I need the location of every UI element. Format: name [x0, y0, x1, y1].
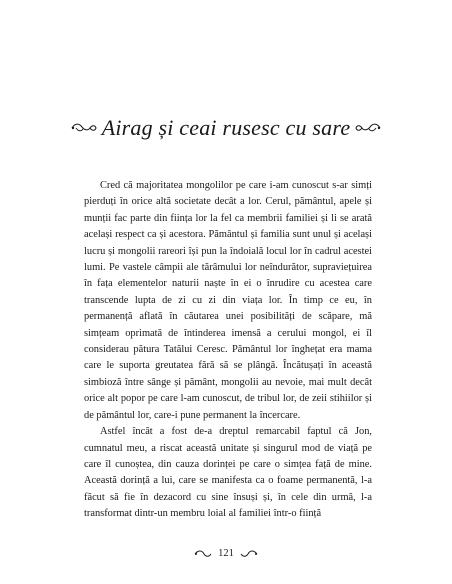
chapter-body	[84, 178, 372, 523]
chapter-title: Airag și ceai rusesc cu sare	[101, 115, 351, 140]
page-number: 121	[218, 548, 234, 559]
left-fleuron-icon	[70, 122, 98, 134]
right-fleuron-icon	[354, 122, 382, 134]
page-footer	[0, 548, 452, 559]
chapter-heading	[0, 115, 452, 141]
right-folio-ornament-icon	[240, 550, 258, 558]
paragraph: Cred că majoritatea mongolilor pe care i-am cunoscut s-ar simți pierduți în orice altă societate decât a lor. Cerul, pământul, apele și munții fac parte din ființa lor la fel ca membrii familiei și li se arată același respect ca și acestora. Pământul și familia sunt unul și același lucru și mongolii rareori își pun la îndoială locul lor în cadrul acestei lumi. Pe vastele câmpii ale tărâmului lor neîndurător, supraviețuirea în fața elementelor naturii naște în ei o înrudire cu acestea care transcende lupta de zi cu zi din viața lor. În timp ce eu, în permanență aflată în căutarea unei posibilități de scăpare, mă simțeam oprimată de întinderea imensă a cerului mongol, ei îl considerau pătura Tatălui Ceresc. Pământul lor înghețat era mama care le suporta greutatea fără să se plângă. Încătușați în această simbioză între sânge și pământ, mongolii au nevoie, mai mult decât orice alt popor pe care l-am cunoscut, de tribul lor, de zeii stihiilor și de pământul lor, care-i pune permanent la încercare.	[84, 180, 372, 421]
left-folio-ornament-icon	[194, 550, 212, 558]
paragraph: Astfel încât a fost de-a dreptul remarcabil faptul că Jon, cumnatul meu, a riscat această unitate și singurul mod de viață pe care îl cunoștea, din cauza dorinței pe care o simțea față de mine. Această dorință a lui, care se manifesta ca o foame permanentă, l-a făcut să fie în dezacord cu sine însuși și, în cele din urmă, l-a transformat dintr-un membru loial al familiei într-o ființă	[84, 426, 372, 520]
